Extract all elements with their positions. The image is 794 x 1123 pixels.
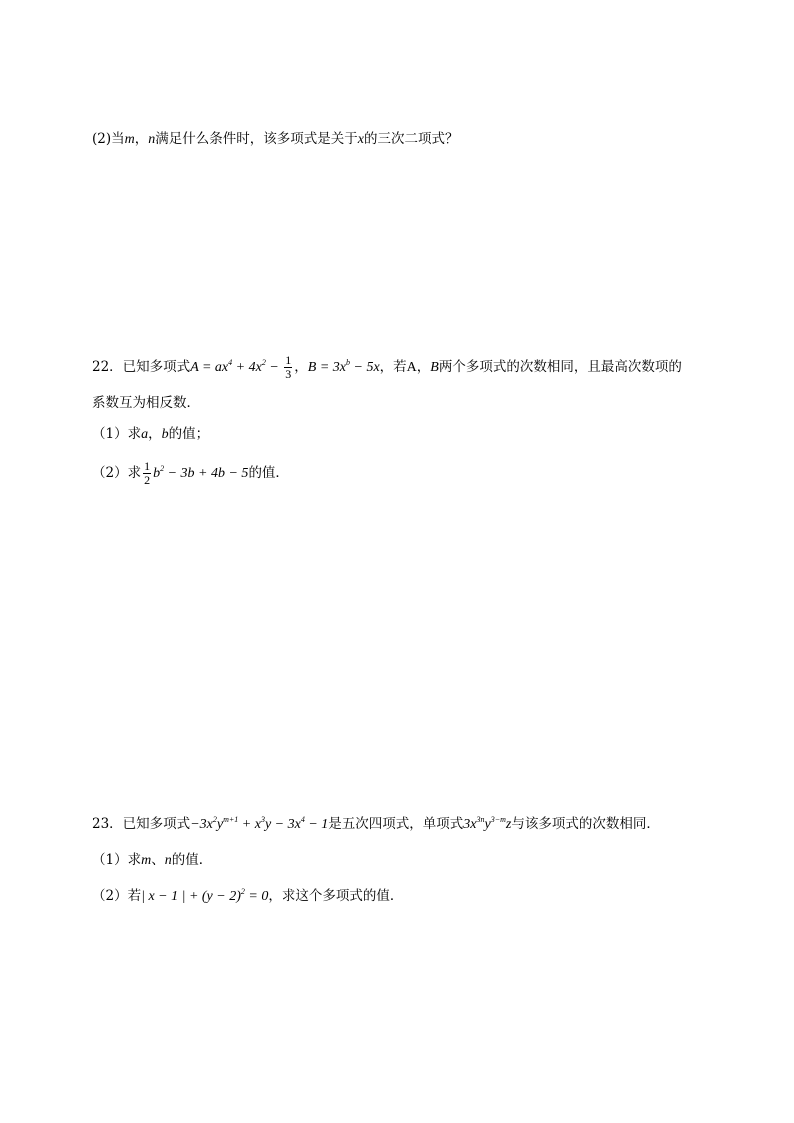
q23-part2: （2）若| x − 1 | + $(y - 2)^2 = 0$，求这个多项式的值．	[92, 887, 404, 904]
q23-number: 23．已知多项式	[92, 816, 191, 832]
q22-part1: （1）求a，b的值；	[92, 426, 210, 442]
q22-number: 22．已知多项式	[92, 359, 191, 375]
q23-stem: 23．已知多项式$-3x^2y^{m+1} + x^3y - 3x^4 - 1$是五次四项式，单项式$3x^{3n}y^{3-m}z$与该多项式的次数相同．	[92, 815, 660, 832]
q21-part2-line: (2)当m，n满足什么条件时，该多项式是关于x的三次二项式？	[92, 131, 459, 147]
q22-part2-fraction: $\frac{1}{2}$	[144, 459, 151, 487]
q22-stem-line2: 系数互为相反数．	[92, 395, 200, 411]
q23-monomial: $3x^{3n}y^{3-m}z$	[463, 815, 512, 832]
q22-expr-B: $B = 3x^b - 5x$	[307, 358, 380, 375]
q22-part2: （2）求 $\frac{1}{2}$ $b^2 - 3b + 4b - 5$的值．	[92, 459, 289, 487]
q22-stem-line1: 22．已知多项式$A = ax^4 + 4x^2$ − $\frac{1}{3}$ ，$B = 3x^b - 5x$，若A，B两个多项式的次数相同，且最高次数项的	[92, 353, 682, 381]
q22-expr-A: $A = ax^4 + 4x^2$ −	[190, 358, 283, 375]
q23-polynomial: $-3x^2y^{m+1} + x^3y - 3x^4 - 1$	[190, 815, 329, 832]
q23-part1: （1）求m、n的值．	[92, 852, 213, 868]
q22-fraction: $\frac{1}{3}$	[285, 353, 292, 381]
